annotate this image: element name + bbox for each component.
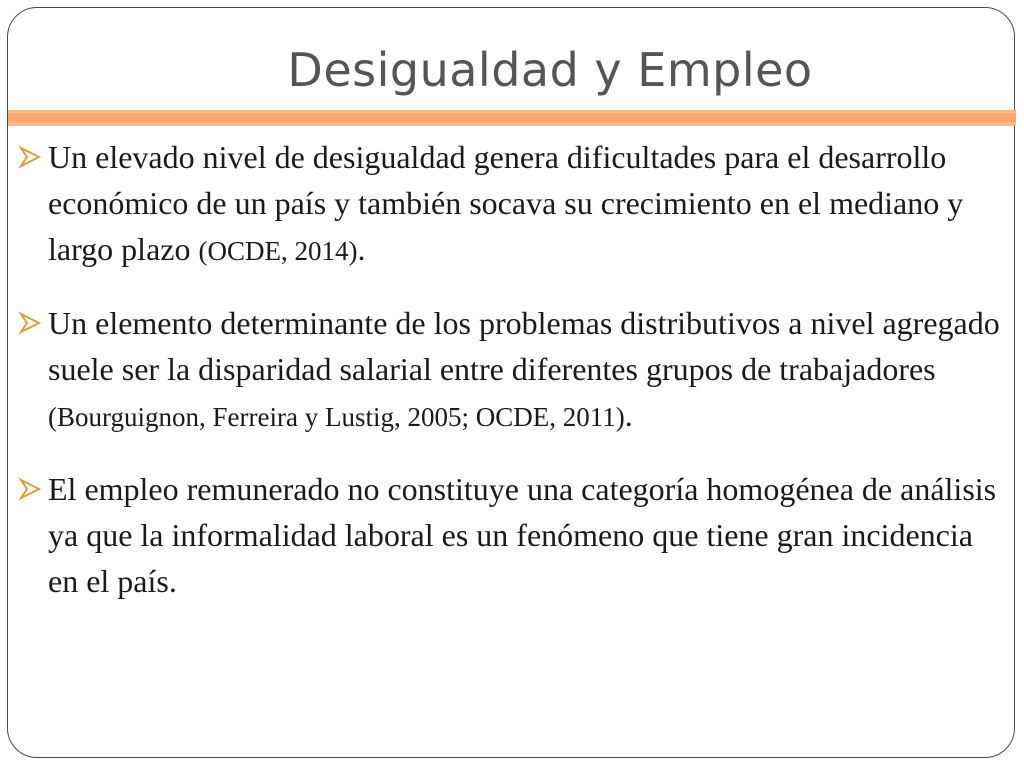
slide-title: Desigualdad y Empleo xyxy=(287,43,813,97)
arrow-bullet-icon xyxy=(18,466,48,512)
bullet-body: Un elemento determinante de los problemas distributivos a nivel agregado suele ser la disparidad salarial entre diferentes grupos de trabajadores xyxy=(48,305,1000,387)
bullet-text xyxy=(48,300,1008,440)
bullet-text xyxy=(48,134,1008,274)
bullet-text xyxy=(48,466,1008,606)
bullet-body: Un elevado nivel de desigualdad genera dificultades para el desarrollo económico de un país y también socava su crecimiento en el mediano y largo plazo xyxy=(48,139,964,267)
title-underline-bar-core xyxy=(8,113,1016,122)
bullet-body: El empleo remunerado no constituye una categoría homogénea de análisis ya que la informalidad laboral es un fenómeno que tiene gran incidencia en el país. xyxy=(48,471,997,599)
bullet-list xyxy=(18,134,1008,632)
bullet-suffix: . xyxy=(624,397,633,433)
bullet-item xyxy=(18,134,1008,274)
bullet-item xyxy=(18,466,1008,606)
bullet-suffix: . xyxy=(357,231,366,267)
bullet-item xyxy=(18,300,1008,440)
arrow-bullet-icon xyxy=(18,300,48,346)
bullet-citation: (OCDE, 2014) xyxy=(198,236,358,266)
arrow-bullet-icon xyxy=(18,134,48,180)
bullet-citation: (Bourguignon, Ferreira y Lustig, 2005; OCDE, 2011) xyxy=(48,402,625,432)
